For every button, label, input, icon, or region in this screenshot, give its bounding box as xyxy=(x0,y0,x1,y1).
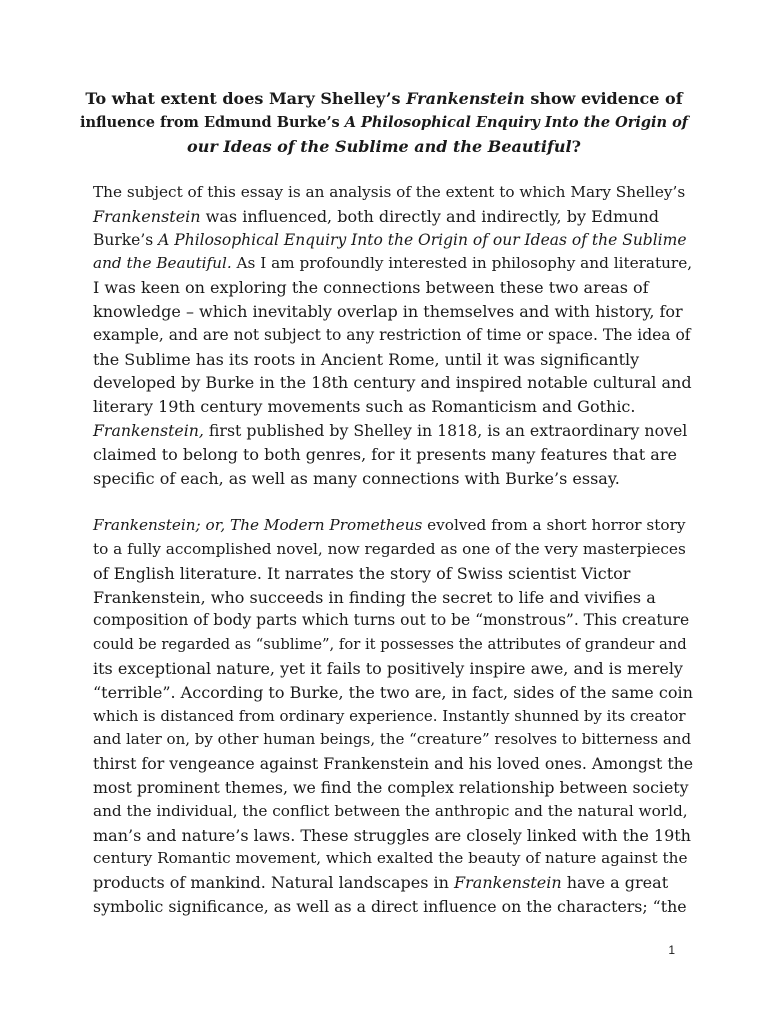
paragraph-2 xyxy=(93,514,693,919)
text-line: man’s and nature’s laws. These struggles are closely linked with the 19th xyxy=(93,825,691,845)
text-line: Burke’s A Philosophical Enquiry Into the Origin of our Ideas of the Sublime xyxy=(93,230,687,249)
text-line: thirst for vengeance against Frankenstein and his loved ones. Amongst the xyxy=(93,754,694,774)
text-line: “terrible”. According to Burke, the two are, in fact, sides of the same coin xyxy=(93,682,693,702)
text-line: and later on, by other human beings, the “creature” resolves to bitterness and xyxy=(93,730,692,749)
title-line: To what extent does Mary Shelley’s Frankenstein show evidence of xyxy=(85,89,683,108)
text-line: Frankenstein was influenced, both directly and indirectly, by Edmund xyxy=(93,206,660,226)
paragraph-spacer xyxy=(93,490,693,514)
essay-title xyxy=(80,87,688,159)
text-line: century Romantic movement, which exalted the beauty of nature against the xyxy=(93,849,688,868)
text-line: Frankenstein; or, The Modern Prometheus evolved from a short horror story xyxy=(93,516,686,535)
text-line: specific of each, as well as many connections with Burke’s essay. xyxy=(93,468,620,488)
text-line: and the Beautiful. As I am profoundly interested in philosophy and literature, xyxy=(93,254,693,273)
text-line: The subject of this essay is an analysis of the extent to which Mary Shelley’s xyxy=(93,183,686,201)
text-line: symbolic significance, as well as a direct influence on the characters; “the xyxy=(93,896,687,916)
text-line: literary 19th century movements such as Romanticism and Gothic. xyxy=(93,397,636,417)
text-line: of English literature. It narrates the story of Swiss scientist Victor xyxy=(93,563,631,583)
text-line: most prominent themes, we find the complex relationship between society xyxy=(93,777,689,797)
text-line: to a fully accomplished novel, now regarded as one of the very masterpieces xyxy=(93,539,686,558)
text-line: could be regarded as “sublime”, for it possesses the attributes of grandeur and xyxy=(93,636,687,654)
text-line: example, and are not subject to any restriction of time or space. The idea of xyxy=(93,325,691,344)
text-line: and the individual, the conflict between the anthropic and the natural world, xyxy=(93,801,688,820)
text-line: Frankenstein, first published by Shelley in 1818, is an extraordinary novel xyxy=(93,420,688,440)
text-line: the Sublime has its roots in Ancient Rome, until it was significantly xyxy=(93,349,640,369)
page-number: 1 xyxy=(668,943,675,957)
text-line: developed by Burke in the 18th century and inspired notable cultural and xyxy=(93,373,692,393)
text-line: which is distanced from ordinary experience. Instantly shunned by its creator xyxy=(93,706,686,725)
title-line: our Ideas of the Sublime and the Beautiful? xyxy=(187,137,581,156)
text-line: its exceptional nature, yet it fails to positively inspire awe, and is merely xyxy=(93,658,683,678)
text-line: composition of body parts which turns out to be “monstrous”. This creature xyxy=(93,611,690,630)
text-line: products of mankind. Natural landscapes in Frankenstein have a great xyxy=(93,873,669,893)
text-line: claimed to belong to both genres, for it presents many features that are xyxy=(93,444,677,464)
paragraph-1 xyxy=(93,181,693,490)
essay-body xyxy=(93,181,693,919)
text-line: knowledge – which inevitably overlap in themselves and with history, for xyxy=(93,301,683,321)
title-line: influence from Edmund Burke’s A Philosophical Enquiry Into the Origin of xyxy=(80,114,689,131)
text-line: I was keen on exploring the connections between these two areas of xyxy=(93,278,649,298)
text-line: Frankenstein, who succeeds in finding the secret to life and vivifies a xyxy=(93,587,656,607)
